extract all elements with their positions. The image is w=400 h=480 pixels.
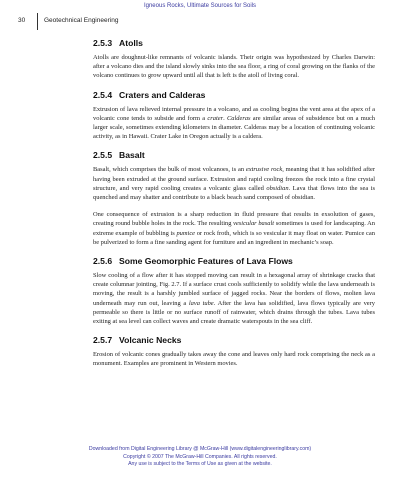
section-heading bbox=[93, 90, 375, 101]
italic-term: crater bbox=[207, 114, 224, 122]
section-number: 2.5.4 bbox=[93, 89, 113, 100]
text-run: One consequence of extrusion is a sharp reduction in fluid pressure that results in exsolution of gases, creating round bubble holes in the rock. The resulting bbox=[93, 211, 375, 228]
section-number: 2.5.6 bbox=[93, 256, 113, 267]
section-volcanic-necks bbox=[93, 335, 375, 368]
page-body bbox=[93, 38, 375, 378]
section-title: Craters and Calderas bbox=[119, 89, 206, 100]
section-atolls bbox=[93, 38, 375, 81]
footer-terms[interactable]: Any use is subject to the Terms of Use as given at the website. bbox=[128, 461, 272, 468]
section-title: Basalt bbox=[119, 150, 145, 161]
paragraph bbox=[93, 165, 375, 202]
section-title: Atolls bbox=[119, 38, 143, 48]
section-craters-calderas bbox=[93, 90, 375, 142]
book-title: Geotechnical Engineering bbox=[44, 17, 119, 24]
paragraph bbox=[93, 53, 375, 81]
section-number: 2.5.7 bbox=[93, 335, 113, 346]
footer-download-link[interactable]: Downloaded from Digital Engineering Library @ McGraw-Hill (www.digitalengineeringlibrary.com) bbox=[88, 446, 312, 452]
paragraph bbox=[93, 271, 375, 326]
text-run: Extrusion of lava relieved internal pressure in a volcano, and as cooling begins the vent area at the apex of a volcanic cone tends to subside and form a bbox=[93, 105, 375, 122]
text-run: . Lava that flows into the sea is quenched and may shatter and contribute to a black beach sand composed of obsidian. bbox=[93, 184, 375, 202]
section-number: 2.5.3 bbox=[93, 38, 113, 48]
top-link[interactable]: Igneous Rocks, Ultimate Sources for Soils bbox=[143, 3, 257, 9]
text-run: are similar areas of subsidence but on a much larger scale, sometimes extending kilometers in diameter. Calderas may be a location of continuing volcanic activity, as in Hawaii. Crater Lake in Oregon actually is a caldera. bbox=[93, 114, 376, 141]
section-heading bbox=[93, 150, 375, 161]
text-run: Erosion of volcanic cones gradually takes away the cone and leaves only hard rock comprising the neck as a monument. Examples are prominent in Western movies. bbox=[93, 351, 375, 368]
section-title: Volcanic Necks bbox=[119, 335, 182, 346]
section-basalt bbox=[93, 150, 375, 247]
paragraph bbox=[93, 350, 375, 368]
text-run: or rock froth, which is so vesicular it may float on water. Pumice can be pulverized to form a fine sanding agent for furniture and an ingredient in mechanic’s soap. bbox=[93, 229, 375, 246]
italic-term: vesicular basalt bbox=[233, 220, 275, 228]
italic-term: lava tube bbox=[188, 299, 214, 307]
text-run: Atolls are doughnut-like remnants of volcanic islands. Their origin was hypothesized by Charles Darwin: after a volcano dies and the island slowly sinks into the sea floor, a ring of coral growing on the flanks of the volcano continues to grow upward until all that is left is the atoll of living coral. bbox=[93, 54, 375, 80]
text-run: , meaning that it has solidified after having been extruded at the ground surface. Extrusion and rapid cooling freezes the rock into a fine crystal structure, and very rapid cooling creates a volcanic glass called bbox=[93, 166, 375, 192]
page-number: 30 bbox=[18, 17, 26, 24]
text-run: sometimes is used for landscaping. An extreme example of bubbling is bbox=[93, 220, 375, 237]
italic-term: pumice bbox=[176, 229, 196, 237]
footer-copyright[interactable]: Copyright © 2007 The McGraw-Hill Companies. All rights reserved. bbox=[123, 453, 277, 460]
section-number: 2.5.5 bbox=[93, 150, 113, 161]
italic-term: obsidian bbox=[266, 184, 289, 192]
text-run: Slow cooling of a flow after it has stopped moving can result in a hexagonal array of shrinkage cracks that create columnar jointing, Fig. 2.7. If a surface crust cools sufficiently to solidify while the lava underneath is moving, the result is a harshly jumbled surface of jagged rocks. Near the borders of flows, molten lava underneath may run out, leaving a bbox=[93, 272, 375, 307]
header-divider bbox=[37, 13, 38, 30]
running-header bbox=[18, 13, 382, 29]
text-run: . bbox=[223, 114, 227, 122]
text-run: Basalt, which comprises the bulk of most volcanoes, is an bbox=[93, 166, 246, 174]
paragraph bbox=[93, 210, 375, 247]
italic-term: extrusive rock bbox=[245, 166, 283, 174]
italic-term: Calderas bbox=[226, 114, 251, 122]
section-title: Some Geomorphic Features of Lava Flows bbox=[119, 256, 293, 267]
section-lava-flows bbox=[93, 256, 375, 326]
section-heading bbox=[93, 335, 375, 346]
text-run: . After the lava has solidified, lava flows typically are very permeable so there is little or no surface runoff of rainwater, which drains through the tubes. Lava tubes exiting at sea level can collect waves and create dramatic waterspouts in the sea cliff. bbox=[93, 299, 376, 326]
section-heading bbox=[93, 38, 375, 49]
section-heading bbox=[93, 256, 375, 267]
paragraph bbox=[93, 105, 375, 142]
page-footer bbox=[0, 446, 400, 469]
